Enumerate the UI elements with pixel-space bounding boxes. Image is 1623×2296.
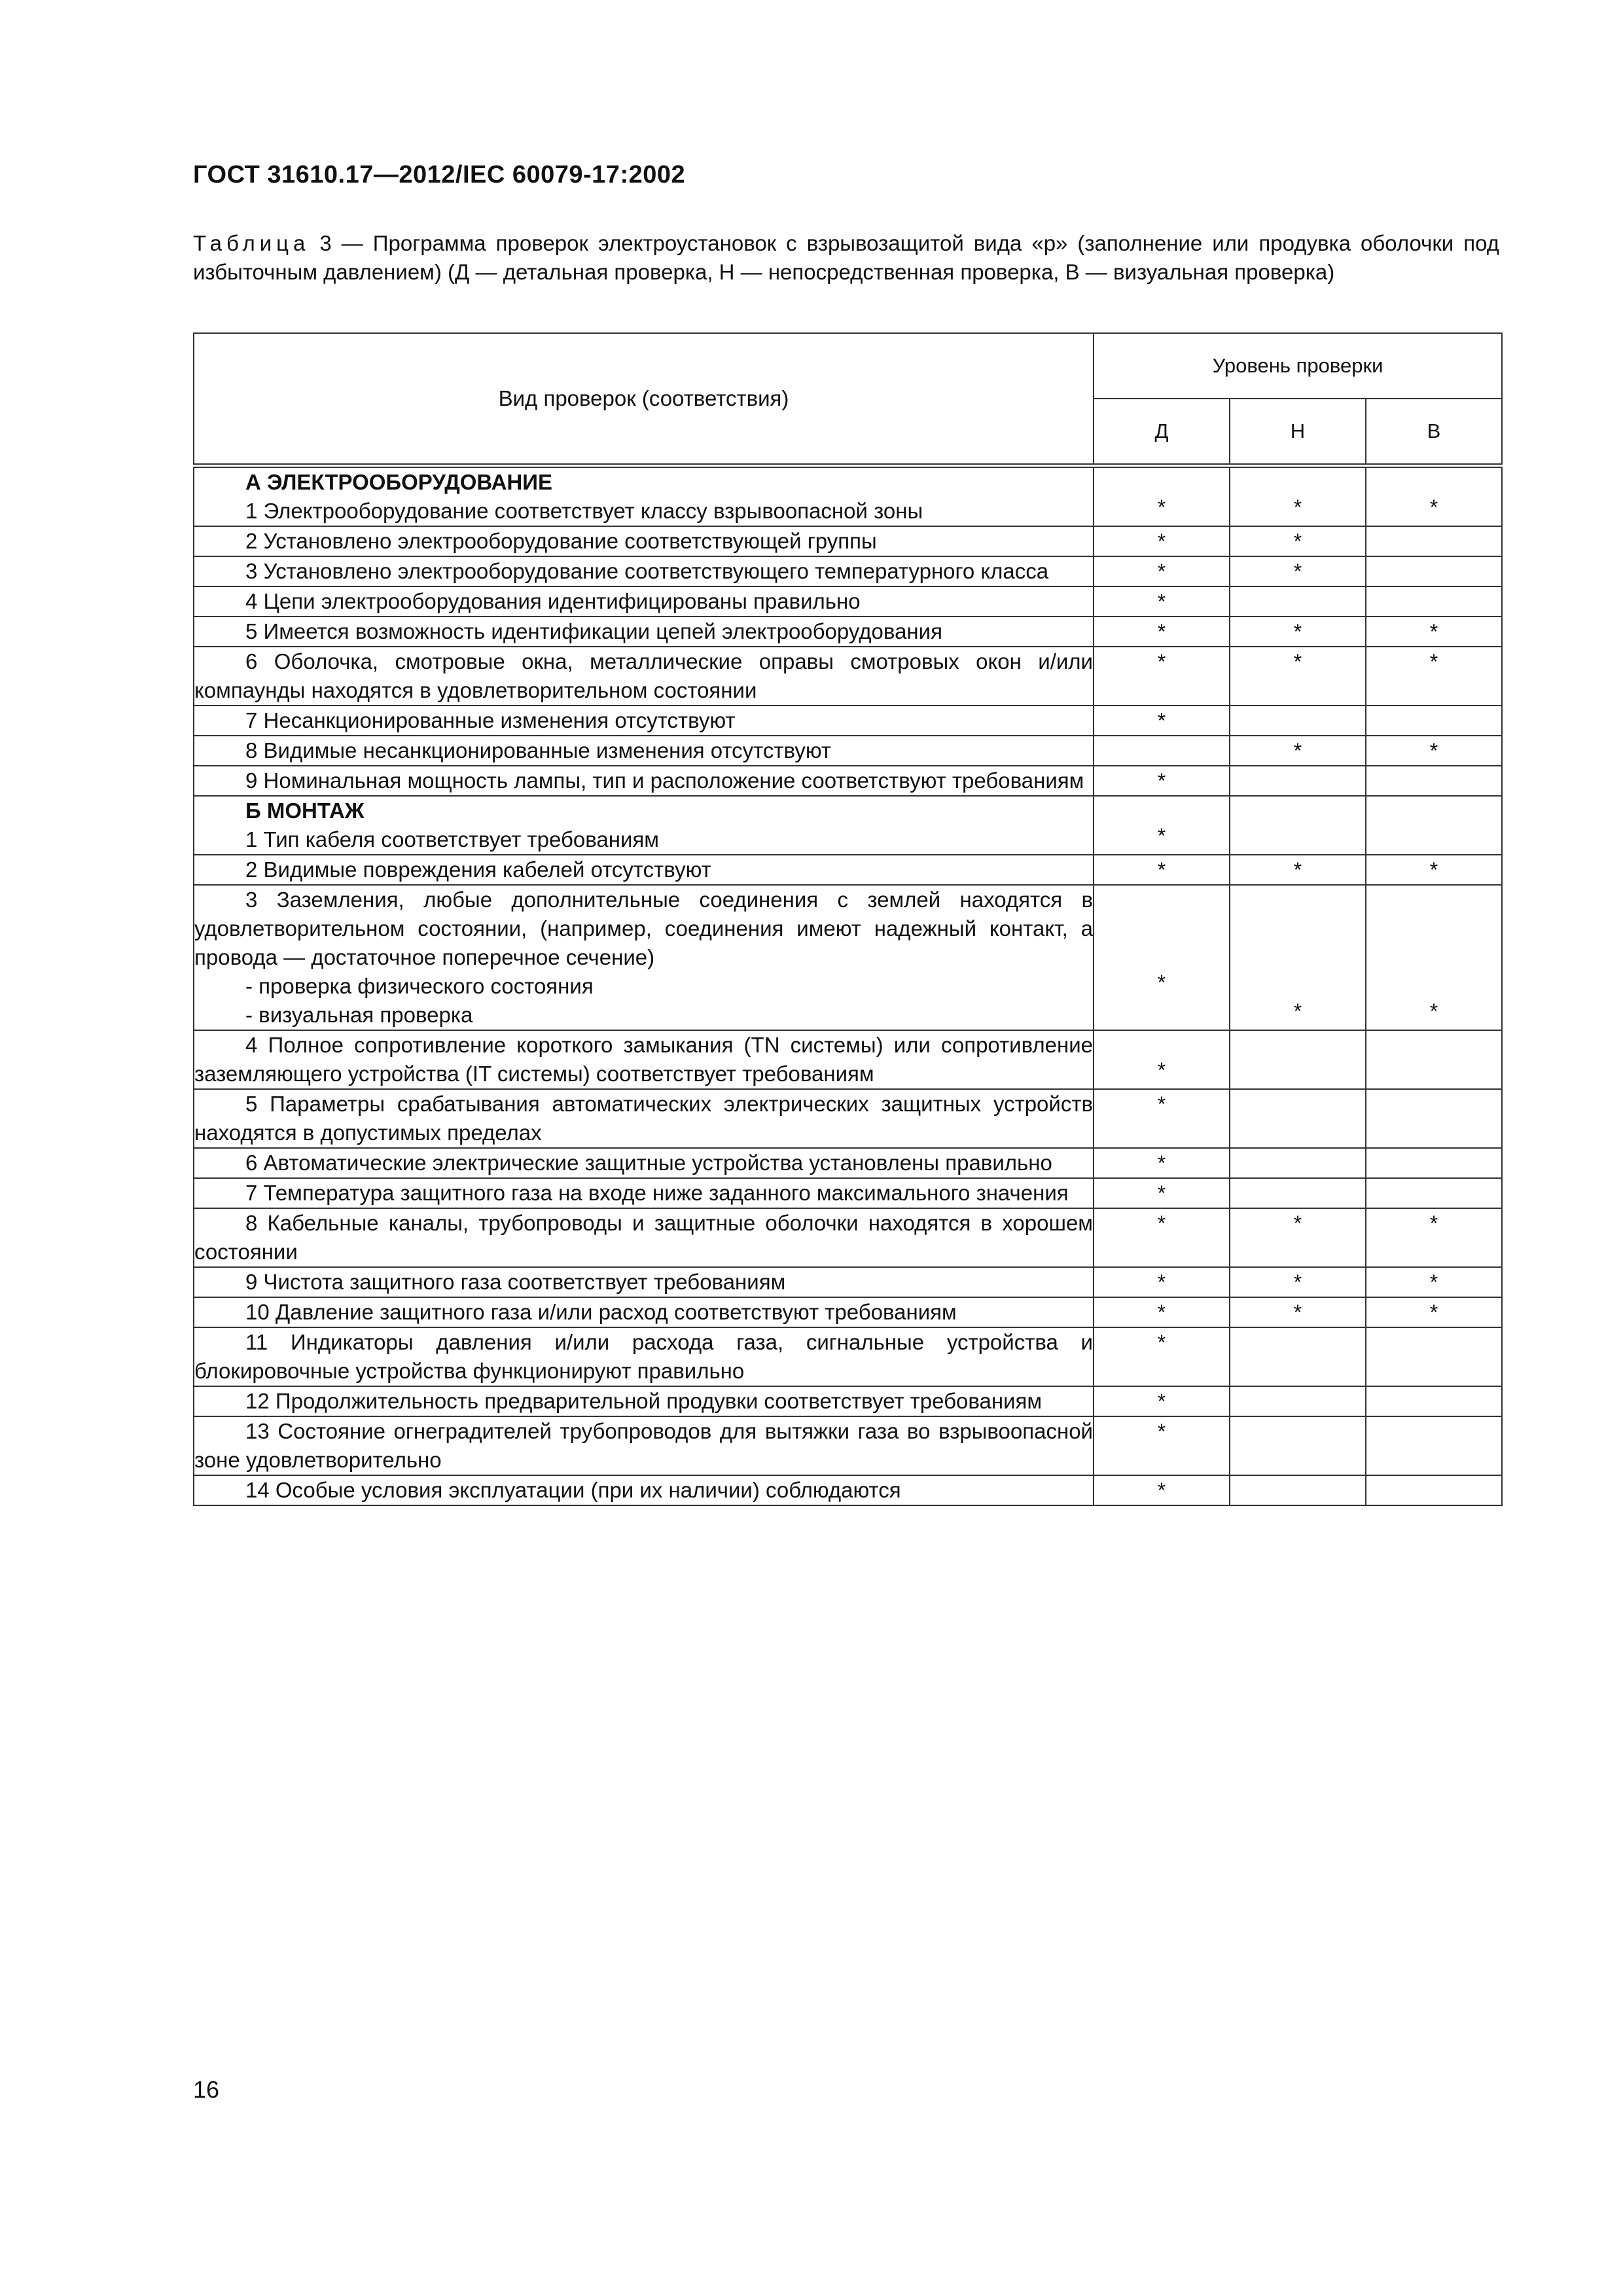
mark-v: * (1366, 1297, 1502, 1327)
mark-n: * (1230, 1208, 1366, 1267)
row-label: 6 Оболочка, смотровые окна, металлические оправы смотровых окон и/или компаунды находятся в удовлетворительном состоянии (194, 649, 1093, 702)
mark-v (1366, 586, 1502, 617)
mark-n (1230, 766, 1366, 796)
mark-d (1094, 736, 1230, 766)
mark-n (1230, 1327, 1366, 1386)
row-label: 14 Особые условия эксплуатации (при их наличии) соблюдаются (245, 1478, 901, 1502)
mark-v: * (1366, 1208, 1502, 1267)
row-text (194, 736, 1094, 766)
row-text (194, 1089, 1094, 1148)
inspection-table (193, 332, 1503, 1506)
mark-n (1230, 586, 1366, 617)
mark-n (1230, 1030, 1366, 1089)
row-label: 3 Заземления, любые дополнительные соединения с землей находятся в удовлетворительном состоянии, (например, соединения имеют надежный контакт, а провода — достаточное поперечное сечение) (194, 888, 1093, 969)
page-number: 16 (193, 2076, 220, 2103)
mark-n: * (1230, 855, 1366, 885)
mark-v (1366, 1178, 1502, 1208)
header-d: Д (1094, 399, 1230, 466)
table-row (194, 706, 1502, 736)
row-label: 6 Автоматические электрические защитные устройства установлены правильно (245, 1151, 1052, 1175)
mark-d: * (1094, 1148, 1230, 1178)
table-row (194, 1475, 1502, 1505)
row-text (194, 796, 1094, 855)
row-label: 5 Имеется возможность идентификации цепей электрооборудования (245, 619, 942, 643)
table-row (194, 1297, 1502, 1327)
mark-n (1230, 1416, 1366, 1475)
row-label: 4 Полное сопротивление короткого замыкания (TN системы) или сопротивление заземляющего устройства (IT системы) соответствует требованиям (194, 1033, 1093, 1086)
row-label: 13 Состояние огнеградителей трубопроводов для вытяжки газа во взрывоопасной зоне удовлетворительно (194, 1419, 1093, 1472)
row-label: 2 Видимые повреждения кабелей отсутствуют (245, 857, 711, 882)
mark-n: * (1230, 526, 1366, 556)
row-label: 5 Параметры срабатывания автоматических электрических защитных устройств находятся в допустимых пределах (194, 1092, 1093, 1145)
row-text (194, 1327, 1094, 1386)
mark-v: * (1366, 1267, 1502, 1297)
mark-v: * (1366, 466, 1502, 527)
mark-v (1366, 796, 1502, 855)
table-caption-text: 3 — Программа проверок электроустановок с взрывозащитой вида «p» (заполнение или продувка оболочки под избыточным давлением) (Д — детальная проверка, Н — непосредственная проверка, В — визуальная проверка) (193, 231, 1499, 284)
mark-v (1366, 1475, 1502, 1505)
row-label: 10 Давление защитного газа и/или расход соответствуют требованиям (245, 1300, 957, 1324)
mark-v: * (1366, 855, 1502, 885)
row-text (194, 526, 1094, 556)
mark-v (1366, 1148, 1502, 1178)
row-text (194, 1178, 1094, 1208)
mark-v: * (1366, 647, 1502, 706)
header-v: В (1366, 399, 1502, 466)
table-row (194, 586, 1502, 617)
mark-d: * (1094, 1327, 1230, 1386)
mark-n (1230, 1386, 1366, 1416)
table-row (194, 1267, 1502, 1297)
table-row (194, 617, 1502, 647)
mark-n: * (1230, 466, 1366, 527)
table-row (194, 1089, 1502, 1148)
table-caption-label: Таблица (193, 231, 310, 255)
row-text (194, 885, 1094, 1030)
table-row (194, 1208, 1502, 1267)
section-title: А ЭЛЕКТРООБОРУДОВАНИЕ (245, 470, 552, 494)
mark-v (1366, 706, 1502, 736)
table-row (194, 796, 1502, 855)
mark-d: * (1094, 885, 1230, 1030)
row-text (194, 706, 1094, 736)
mark-d: * (1094, 466, 1230, 527)
row-sublabel: - визуальная проверка (245, 1003, 473, 1027)
mark-n (1230, 1178, 1366, 1208)
row-label: 7 Несанкционированные изменения отсутствуют (245, 708, 736, 732)
table-row (194, 556, 1502, 586)
mark-v (1366, 1089, 1502, 1148)
row-text (194, 586, 1094, 617)
row-text (194, 556, 1094, 586)
row-label: 8 Кабельные каналы, трубопроводы и защитные оболочки находятся в хорошем состоянии (194, 1211, 1093, 1264)
row-text (194, 1416, 1094, 1475)
table-row (194, 766, 1502, 796)
mark-v: * (1366, 885, 1502, 1030)
mark-d: * (1094, 647, 1230, 706)
row-text (194, 647, 1094, 706)
header-check-type: Вид проверок (соответствия) (194, 333, 1094, 466)
table-row (194, 1148, 1502, 1178)
row-label: 2 Установлено электрооборудование соответствующей группы (245, 529, 877, 553)
mark-n: * (1230, 556, 1366, 586)
row-label: 12 Продолжительность предварительной продувки соответствует требованиям (245, 1389, 1043, 1413)
row-text (194, 1386, 1094, 1416)
mark-d: * (1094, 796, 1230, 855)
row-text (194, 766, 1094, 796)
mark-d: * (1094, 1386, 1230, 1416)
row-label: 8 Видимые несанкционированные изменения отсутствуют (245, 738, 831, 762)
document-header: ГОСТ 31610.17—2012/IEC 60079-17:2002 (193, 161, 686, 188)
mark-d: * (1094, 1416, 1230, 1475)
row-text (194, 1030, 1094, 1089)
table-row (194, 1327, 1502, 1386)
mark-n (1230, 706, 1366, 736)
mark-v (1366, 1416, 1502, 1475)
row-text (194, 466, 1094, 527)
table-row (194, 647, 1502, 706)
mark-d: * (1094, 706, 1230, 736)
row-text (194, 1148, 1094, 1178)
mark-d: * (1094, 526, 1230, 556)
table-row (194, 526, 1502, 556)
table-caption (193, 229, 1499, 287)
mark-n: * (1230, 885, 1366, 1030)
mark-d: * (1094, 1030, 1230, 1089)
mark-n: * (1230, 736, 1366, 766)
table-row (194, 1416, 1502, 1475)
row-label: 7 Температура защитного газа на входе ниже заданного максимального значения (245, 1181, 1069, 1205)
section-b (194, 796, 1502, 1505)
row-text (194, 855, 1094, 885)
mark-d: * (1094, 855, 1230, 885)
mark-d: * (1094, 1297, 1230, 1327)
mark-v: * (1366, 736, 1502, 766)
mark-d: * (1094, 1208, 1230, 1267)
mark-v (1366, 556, 1502, 586)
mark-d: * (1094, 586, 1230, 617)
header-level: Уровень проверки (1094, 333, 1502, 399)
table-row (194, 1386, 1502, 1416)
table-row (194, 855, 1502, 885)
mark-n (1230, 796, 1366, 855)
mark-n (1230, 1475, 1366, 1505)
mark-n: * (1230, 617, 1366, 647)
mark-v (1366, 1030, 1502, 1089)
row-text (194, 1475, 1094, 1505)
mark-d: * (1094, 556, 1230, 586)
table-row (194, 736, 1502, 766)
mark-n (1230, 1089, 1366, 1148)
table-row (194, 885, 1502, 1030)
section-a (194, 466, 1502, 797)
mark-v (1366, 526, 1502, 556)
row-text (194, 617, 1094, 647)
table-row (194, 1178, 1502, 1208)
row-text (194, 1267, 1094, 1297)
row-label: 3 Установлено электрооборудование соответствующего температурного класса (245, 559, 1049, 583)
mark-n: * (1230, 647, 1366, 706)
mark-d: * (1094, 1178, 1230, 1208)
row-label: 9 Номинальная мощность лампы, тип и расположение соответствуют требованиям (245, 768, 1084, 793)
mark-n: * (1230, 1297, 1366, 1327)
row-text (194, 1297, 1094, 1327)
table-row (194, 466, 1502, 527)
row-label: 1 Электрооборудование соответствует классу взрывоопасной зоны (245, 499, 923, 523)
mark-v: * (1366, 617, 1502, 647)
mark-d: * (1094, 617, 1230, 647)
row-sublabel: - проверка физического состояния (245, 974, 594, 998)
mark-v (1366, 766, 1502, 796)
section-title: Б МОНТАЖ (245, 798, 365, 823)
mark-v (1366, 1386, 1502, 1416)
header-n: Н (1230, 399, 1366, 466)
row-label: 11 Индикаторы давления и/или расхода газа, сигнальные устройства и блокировочные устройства функционируют правильно (194, 1330, 1093, 1383)
mark-d: * (1094, 1267, 1230, 1297)
table-row (194, 1030, 1502, 1089)
mark-d: * (1094, 766, 1230, 796)
row-label: 1 Тип кабеля соответствует требованиям (245, 827, 659, 852)
row-label: 9 Чистота защитного газа соответствует требованиям (245, 1270, 786, 1294)
row-label: 4 Цепи электрооборудования идентифицированы правильно (245, 589, 861, 613)
mark-d: * (1094, 1089, 1230, 1148)
mark-n: * (1230, 1267, 1366, 1297)
mark-n (1230, 1148, 1366, 1178)
mark-d: * (1094, 1475, 1230, 1505)
mark-v (1366, 1327, 1502, 1386)
row-text (194, 1208, 1094, 1267)
